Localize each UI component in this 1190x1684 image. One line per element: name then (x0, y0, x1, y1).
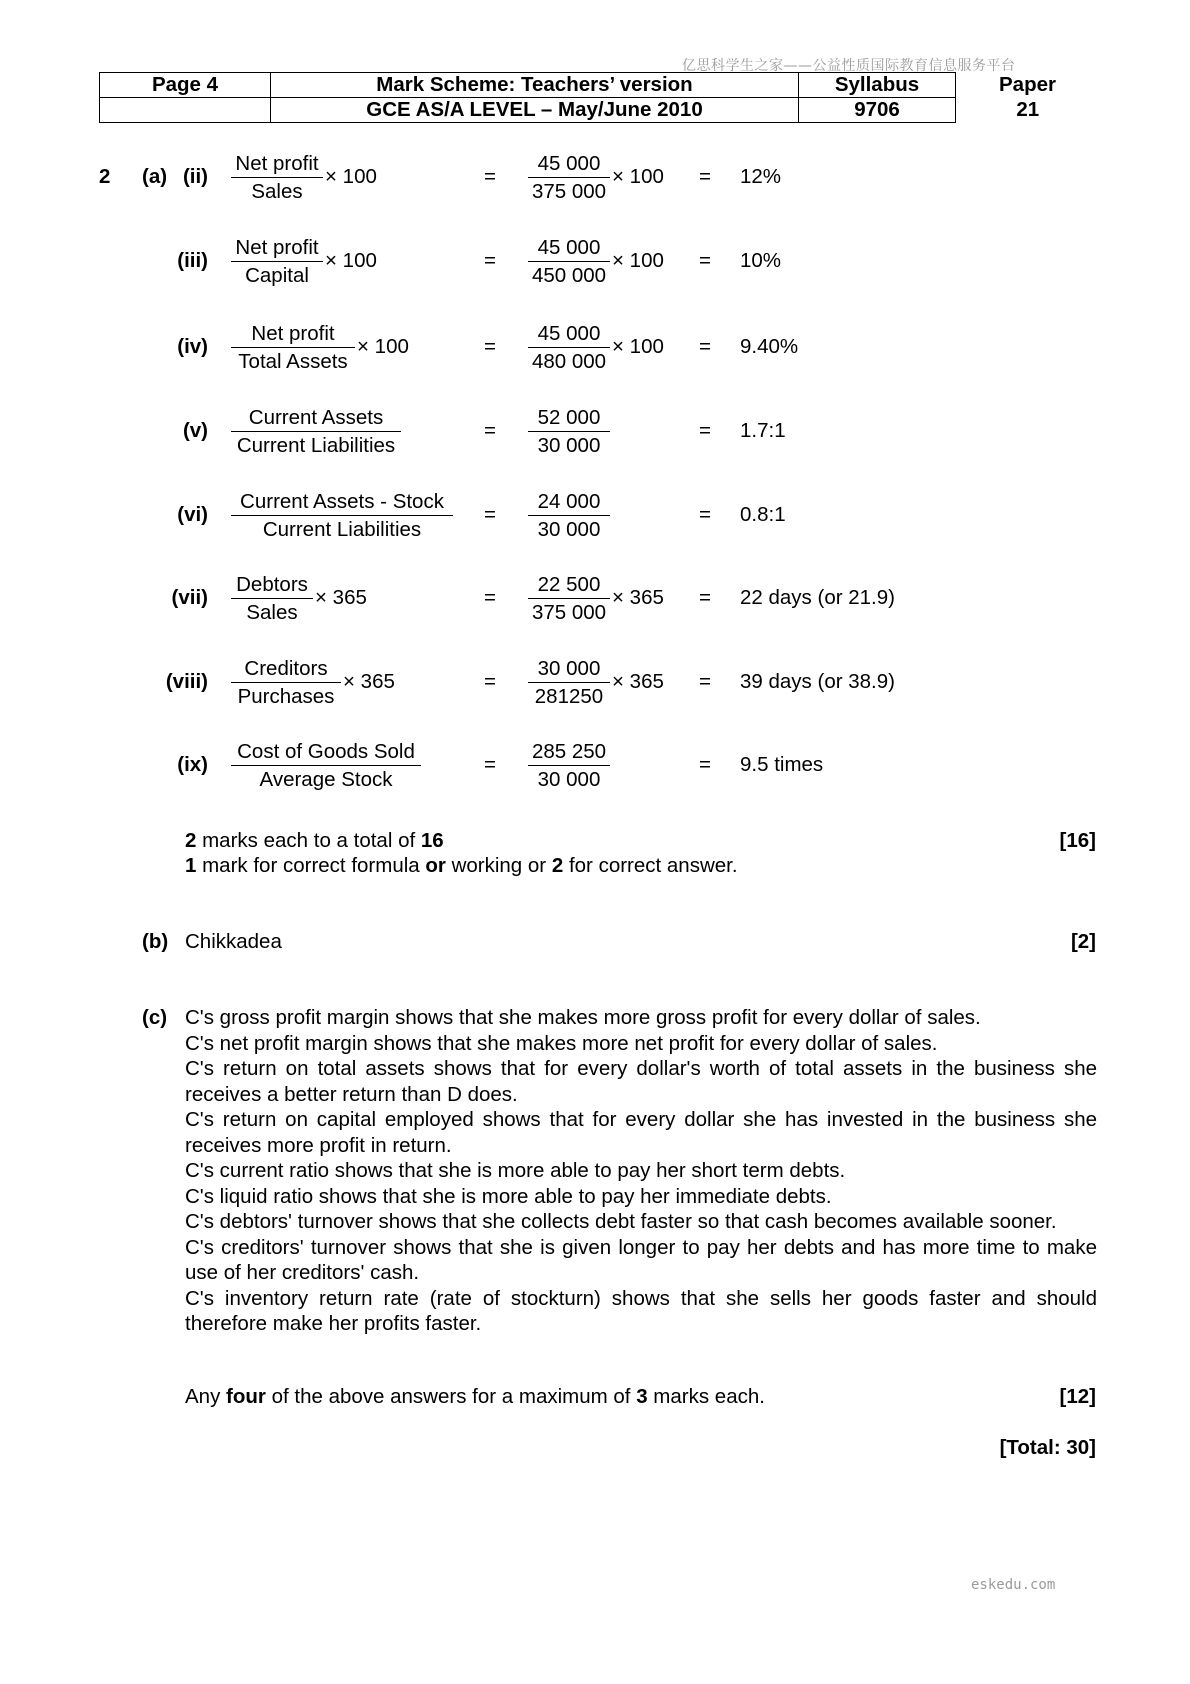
ratio-label: (ii) (182, 165, 208, 188)
formula-fraction (231, 234, 323, 289)
ratio-result: 22 days (or 21.9) (740, 586, 895, 609)
header-page: Page 4 (100, 73, 271, 98)
part-a-marks-line1: 2 marks each to a total of 16 (185, 829, 444, 852)
equals-sign: = (699, 586, 711, 609)
part-c-paragraph: C's inventory return rate (rate of stockturn) shows that she sells her goods faster and should therefore make her profits faster. (185, 1286, 1097, 1335)
part-b-label: (b) (142, 930, 169, 953)
header-table (99, 72, 1100, 123)
value-fraction (528, 404, 610, 459)
value-numerator: 45 000 (537, 152, 601, 175)
equals-sign: = (699, 503, 711, 526)
watermark-bottom: eskedu.com (971, 1577, 1056, 1593)
ratio-result: 0.8:1 (740, 503, 786, 526)
equals-sign: = (484, 753, 496, 776)
formula-fraction (231, 150, 323, 205)
formula-fraction (231, 488, 453, 543)
value-multiplier: × 100 (612, 335, 664, 358)
value-multiplier: × 100 (612, 165, 664, 188)
part-c-paragraph: C's creditors' turnover shows that she is given longer to pay her debts and has more time to make use of her creditors' cash. (185, 1235, 1097, 1284)
value-fraction (528, 738, 610, 793)
header-paper-label: Paper (999, 73, 1056, 96)
part-c-answers (185, 1005, 1097, 1337)
equals-sign: = (699, 419, 711, 442)
value-denominator: 375 000 (531, 180, 607, 203)
formula-denominator: Sales (251, 180, 303, 203)
value-fraction (528, 488, 610, 543)
part-c-paragraph: C's return on capital employed shows that for every dollar she has invested in the business she receives more profit in return. (185, 1108, 1097, 1157)
watermark-top: 亿思科学生之家——公益性质国际教育信息服务平台 (682, 58, 1016, 74)
part-b-mark: [2] (1070, 930, 1096, 953)
formula-numerator: Current Assets (248, 406, 384, 429)
equals-sign: = (484, 503, 496, 526)
ratio-label: (viii) (165, 670, 208, 693)
value-numerator: 45 000 (537, 236, 601, 259)
formula-multiplier: × 100 (357, 335, 409, 358)
value-denominator: 375 000 (531, 601, 607, 624)
part-c-label: (c) (142, 1006, 168, 1029)
ratio-result: 10% (740, 249, 782, 272)
ratio-result: 39 days (or 38.9) (740, 670, 895, 693)
value-numerator: 30 000 (537, 657, 601, 680)
formula-denominator: Capital (245, 264, 309, 287)
formula-fraction (231, 320, 355, 375)
value-numerator: 45 000 (537, 322, 601, 345)
formula-fraction (231, 738, 421, 793)
equals-sign: = (699, 165, 711, 188)
formula-numerator: Net profit (235, 236, 319, 259)
formula-multiplier: × 365 (315, 586, 367, 609)
formula-numerator: Cost of Goods Sold (237, 740, 415, 763)
header-empty-cell (100, 98, 271, 123)
value-fraction (528, 571, 610, 626)
question-number: 2 (99, 165, 111, 188)
value-multiplier: × 365 (612, 586, 664, 609)
value-numerator: 24 000 (537, 490, 601, 513)
header-paper-code: 21 (1016, 98, 1040, 121)
value-numerator: 22 500 (537, 573, 601, 596)
formula-denominator: Sales (246, 601, 298, 624)
value-fraction (528, 234, 610, 289)
formula-denominator: Average Stock (259, 768, 393, 791)
part-c-mark: [12] (1059, 1385, 1096, 1408)
value-denominator: 450 000 (531, 264, 607, 287)
value-numerator: 285 250 (531, 740, 607, 763)
part-c-marks-note: Any four of the above answers for a maximum of 3 marks each. (185, 1385, 765, 1408)
ratio-label: (ix) (177, 753, 208, 776)
header-syllabus-label: Syllabus (799, 73, 956, 98)
equals-sign: = (484, 670, 496, 693)
formula-multiplier: × 100 (325, 249, 377, 272)
formula-fraction (231, 655, 341, 710)
value-denominator: 30 000 (537, 768, 601, 791)
formula-denominator: Total Assets (238, 350, 348, 373)
formula-numerator: Net profit (251, 322, 335, 345)
value-denominator: 30 000 (537, 518, 601, 541)
value-multiplier: × 365 (612, 670, 664, 693)
equals-sign: = (699, 753, 711, 776)
value-fraction (528, 655, 610, 710)
equals-sign: = (699, 335, 711, 358)
ratio-result: 12% (740, 165, 782, 188)
equals-sign: = (699, 249, 711, 272)
formula-multiplier: × 365 (343, 670, 395, 693)
equals-sign: = (484, 165, 496, 188)
formula-numerator: Debtors (236, 573, 308, 596)
formula-numerator: Current Assets - Stock (240, 490, 444, 513)
value-denominator: 480 000 (531, 350, 607, 373)
formula-multiplier: × 100 (325, 165, 377, 188)
ratio-result: 1.7:1 (740, 419, 786, 442)
header-syllabus-code: 9706 (799, 98, 956, 123)
value-fraction (528, 150, 610, 205)
formula-denominator: Current Liabilities (236, 434, 396, 457)
equals-sign: = (484, 419, 496, 442)
value-numerator: 52 000 (537, 406, 601, 429)
equals-sign: = (484, 335, 496, 358)
part-c-paragraph: C's current ratio shows that she is more able to pay her short term debts. (185, 1159, 846, 1182)
value-fraction (528, 320, 610, 375)
part-b-answer: Chikkadea (185, 930, 282, 953)
equals-sign: = (484, 586, 496, 609)
part-a-marks-line2: 1 mark for correct formula or working or 2 for correct answer. (185, 854, 738, 877)
equals-sign: = (699, 670, 711, 693)
header-title: Mark Scheme: Teachers’ version (271, 73, 799, 98)
ratio-label: (iii) (177, 249, 208, 272)
formula-denominator: Current Liabilities (262, 518, 422, 541)
formula-fraction (231, 404, 401, 459)
value-denominator: 281250 (534, 685, 604, 708)
value-denominator: 30 000 (537, 434, 601, 457)
ratio-label: (iv) (177, 335, 208, 358)
part-a-label: (a) (142, 165, 168, 188)
formula-numerator: Creditors (244, 657, 328, 680)
ratio-result: 9.40% (740, 335, 799, 358)
part-c-paragraph: C's return on total assets shows that for every dollar's worth of total assets in the business she receives a better return than D does. (185, 1057, 1097, 1106)
part-c-paragraph: C's debtors' turnover shows that she collects debt faster so that cash becomes available sooner. (185, 1210, 1057, 1233)
ratio-label: (v) (182, 419, 208, 442)
part-c-paragraph: C's liquid ratio shows that she is more able to pay her immediate debts. (185, 1184, 832, 1208)
formula-denominator: Purchases (237, 685, 335, 708)
ratio-label: (vi) (177, 503, 208, 526)
equals-sign: = (484, 249, 496, 272)
header-exam: GCE AS/A LEVEL – May/June 2010 (271, 98, 799, 123)
part-c-paragraph: C's net profit margin shows that she makes more net profit for every dollar of sales. (185, 1031, 938, 1055)
value-multiplier: × 100 (612, 249, 664, 272)
formula-numerator: Net profit (235, 152, 319, 175)
question-total: [Total: 30] (999, 1436, 1096, 1459)
part-a-total-mark: [16] (1059, 829, 1096, 852)
ratio-label: (vii) (171, 586, 208, 609)
formula-fraction (231, 571, 313, 626)
ratio-result: 9.5 times (740, 753, 824, 776)
part-c-paragraph: C's gross profit margin shows that she makes more gross profit for every dollar of sales. (185, 1006, 981, 1029)
